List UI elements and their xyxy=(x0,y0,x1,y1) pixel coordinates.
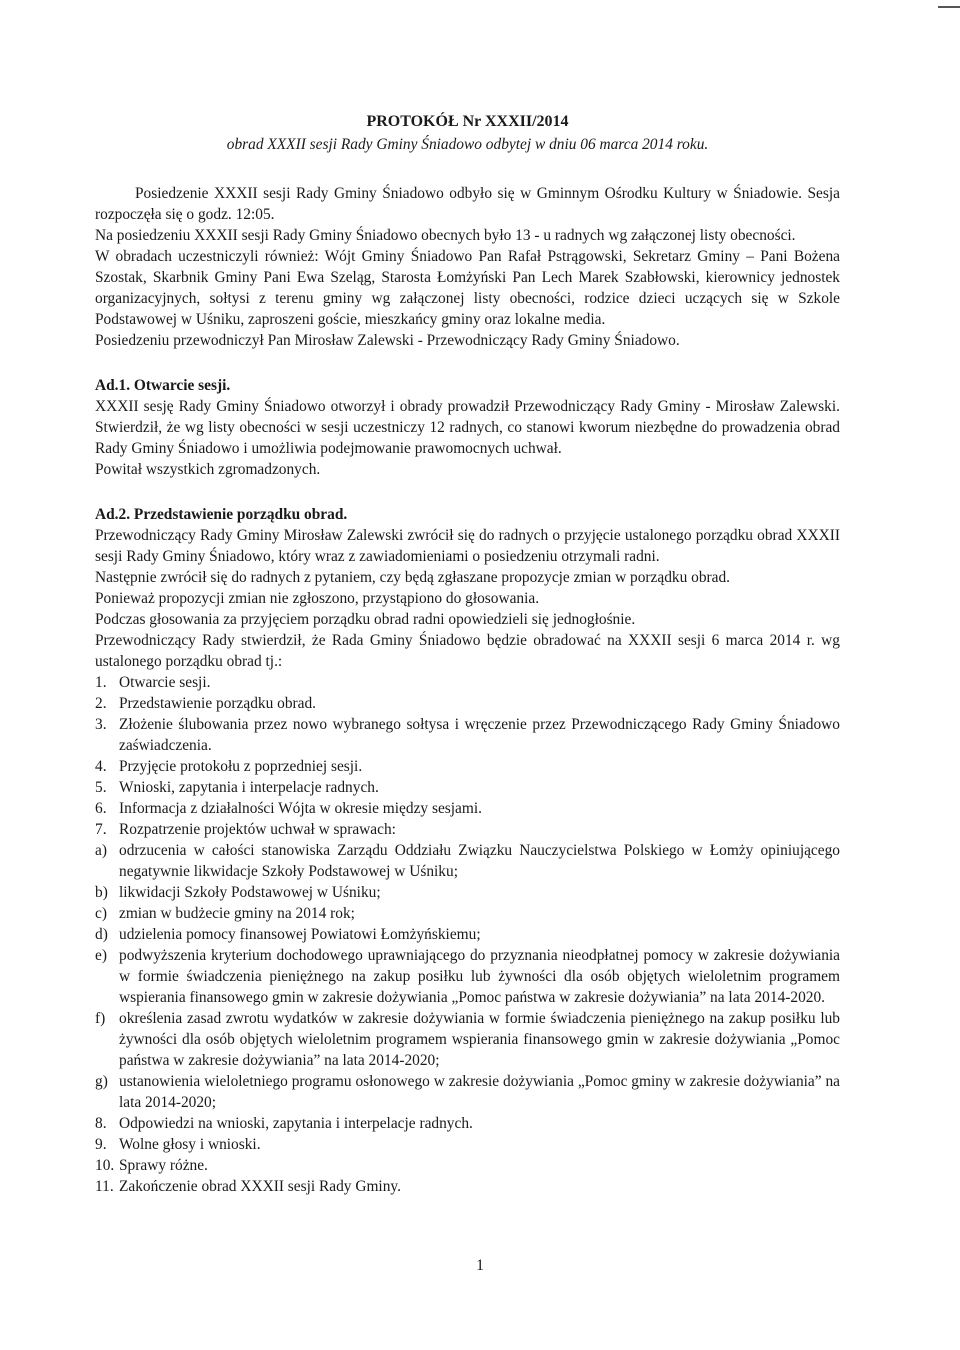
agenda-text: Przedstawienie porządku obrad. xyxy=(119,695,317,712)
agenda-list xyxy=(95,672,840,840)
agenda-number: 4. xyxy=(95,758,107,775)
subitem-text: zmian w budżecie gminy na 2014 rok; xyxy=(119,905,355,922)
section-paragraph: Następnie zwrócił się do radnych z pytaniem, czy będą zgłaszane propozycje zmian w porządku obrad. xyxy=(95,569,731,586)
document-subtitle: obrad XXXII sesji Rady Gminy Śniadowo odbytej w dniu 06 marca 2014 roku. xyxy=(226,136,709,153)
document-page xyxy=(95,112,840,1197)
subitem-text: odrzucenia w całości stanowiska Zarządu Oddziału Związku Nauczycielstwa Polskiego w Łomży opiniującego negatywnie likwidacje Szkoły Podstawowej w Uśniku; xyxy=(119,842,840,880)
section-paragraph: Przewodniczący Rady Gminy Mirosław Zalewski zwrócił się do radnych o przyjęcie ustalonego porządku obrad XXXII sesji Rady Gminy Śniadowo, który wraz z zawiadomieniami o posiedzeniu otrzymali radni. xyxy=(95,527,840,565)
agenda-subitem xyxy=(95,882,840,903)
agenda-item xyxy=(95,1176,840,1197)
agenda-subitem xyxy=(95,1008,840,1071)
subitem-text: podwyższenia kryterium dochodowego uprawniającego do przyznania nieodpłatnej pomocy w zakresie dożywiania w formie świadczenia pieniężnego na zakup posiłku lub żywności dla osób objętych wieloletnim programem wspierania finansowego gmin w zakresie dożywiania „Pomoc państwa w zakresie dożywiania” na lata 2014-2020. xyxy=(119,947,840,1006)
section-paragraph: XXXII sesję Rady Gminy Śniadowo otworzył i obrady prowadził Przewodniczący Rady Gminy - Mirosław Zalewski. Stwierdził, że wg listy obecności w sesji uczestniczy 12 radnych, co stanowi kworum niezbędne do prowadzenia obrad Rady Gminy Śniadowo i umożliwia podejmowanie prawomocnych uchwał. xyxy=(95,398,840,457)
agenda-number: 6. xyxy=(95,800,107,817)
subitem-letter: e) xyxy=(95,947,107,964)
subitem-text: ustanowienia wieloletniego programu osłonowego w zakresie dożywiania „Pomoc gminy w zakresie dożywiania” na lata 2014-2020; xyxy=(119,1073,840,1111)
subitem-letter: c) xyxy=(95,905,107,922)
agenda-subitem xyxy=(95,840,840,882)
page-number: 1 xyxy=(476,1257,484,1274)
subitem-text: likwidacji Szkoły Podstawowej w Uśniku; xyxy=(119,884,381,901)
agenda-text: Zakończenie obrad XXXII sesji Rady Gminy. xyxy=(119,1178,401,1195)
agenda-item xyxy=(95,1134,840,1155)
agenda-item xyxy=(95,714,840,756)
agenda-number: 11. xyxy=(95,1178,114,1195)
agenda-number: 7. xyxy=(95,821,107,838)
agenda-text: Wnioski, zapytania i interpelacje radnych. xyxy=(119,779,379,796)
section-paragraph: Podczas głosowania za przyjęciem porządku obrad radni opowiedzieli się jednogłośnie. xyxy=(95,611,636,628)
agenda-text: Informacja z działalności Wójta w okresie między sesjami. xyxy=(119,800,482,817)
agenda-sublist xyxy=(95,840,840,1113)
agenda-item xyxy=(95,777,840,798)
agenda-text: Sprawy różne. xyxy=(119,1157,208,1174)
agenda-item xyxy=(95,819,840,840)
agenda-number: 8. xyxy=(95,1115,107,1132)
intro-paragraph: Posiedzenie XXXII sesji Rady Gminy Śniadowo odbyło się w Gminnym Ośrodku Kultury w Śniadowie. Sesja rozpoczęła się o godz. 12:05. xyxy=(95,185,840,223)
agenda-item xyxy=(95,756,840,777)
subitem-text: określenia zasad zwrotu wydatków w zakresie dożywiania w formie świadczenia pieniężnego na zakup posiłku lub żywności dla osób objętych wieloletnim programem wspierania finansowego gmin w zakresie dożywiania „Pomoc państwa w zakresie dożywiania” na lata 2014-2020; xyxy=(119,1010,840,1069)
agenda-item xyxy=(95,1155,840,1176)
section-heading: Ad.1. Otwarcie sesji. xyxy=(95,377,231,394)
subitem-letter: a) xyxy=(95,842,107,859)
agenda-item xyxy=(95,1113,840,1134)
agenda-item xyxy=(95,672,840,693)
agenda-text: Złożenie ślubowania przez nowo wybranego sołtysa i wręczenie przez Przewodniczącego Rady Gminy Śniadowo zaświadczenia. xyxy=(119,716,840,754)
agenda-number: 10. xyxy=(95,1157,115,1174)
agenda-number: 9. xyxy=(95,1136,107,1153)
agenda-number: 3. xyxy=(95,716,107,733)
agenda-item xyxy=(95,693,840,714)
section-paragraph: Ponieważ propozycji zmian nie zgłoszono, przystąpiono do głosowania. xyxy=(95,590,540,607)
subitem-letter: b) xyxy=(95,884,108,901)
document-title: PROTOKÓŁ Nr XXXII/2014 xyxy=(366,113,569,130)
agenda-text: Otwarcie sesji. xyxy=(119,674,211,691)
subitem-letter: f) xyxy=(95,1010,106,1027)
intro-paragraph: Na posiedzeniu XXXII sesji Rady Gminy Śniadowo obecnych było 13 - u radnych wg załączonej listy obecności. xyxy=(95,227,796,244)
section-paragraph: Powitał wszystkich zgromadzonych. xyxy=(95,461,321,478)
agenda-subitem xyxy=(95,924,840,945)
agenda-subitem xyxy=(95,903,840,924)
subitem-letter: d) xyxy=(95,926,108,943)
subitem-letter: g) xyxy=(95,1073,108,1090)
subitem-text: udzielenia pomocy finansowej Powiatowi Łomżyńskiemu; xyxy=(119,926,481,943)
agenda-number: 1. xyxy=(95,674,107,691)
agenda-number: 5. xyxy=(95,779,107,796)
intro-paragraph: Posiedzeniu przewodniczył Pan Mirosław Zalewski - Przewodniczący Rady Gminy Śniadowo. xyxy=(95,332,680,349)
intro-paragraph: W obradach uczestniczyli również: Wójt Gminy Śniadowo Pan Rafał Pstrągowski, Sekretarz Gminy – Pani Bożena Szostak, Skarbnik Gminy Pani Ewa Szeląg, Starosta Łomżyński Pan Lech Marek Szabłowski, kierownicy jednostek organizacyjnych, sołtysi z terenu gminy wg załączonej listy obecności, rodzice dzieci uczących się w Szkole Podstawowej w Uśniku, zaproszeni goście, mieszkańcy gminy oraz lokalne media. xyxy=(95,248,840,328)
agenda-text: Wolne głosy i wnioski. xyxy=(119,1136,261,1153)
agenda-subitem xyxy=(95,1071,840,1113)
scan-edge-mark xyxy=(938,6,960,8)
agenda-subitem xyxy=(95,945,840,1008)
agenda-item xyxy=(95,798,840,819)
section-paragraph: Przewodniczący Rady stwierdził, że Rada Gminy Śniadowo będzie obradować na XXXII sesji 6 marca 2014 r. wg ustalonego porządku obrad tj.: xyxy=(95,632,840,670)
section-heading: Ad.2. Przedstawienie porządku obrad. xyxy=(95,506,348,523)
agenda-text: Odpowiedzi na wnioski, zapytania i interpelacje radnych. xyxy=(119,1115,473,1132)
agenda-text: Przyjęcie protokołu z poprzedniej sesji. xyxy=(119,758,363,775)
agenda-text: Rozpatrzenie projektów uchwał w sprawach: xyxy=(119,821,396,838)
agenda-number: 2. xyxy=(95,695,107,712)
agenda-list-continued xyxy=(95,1113,840,1197)
